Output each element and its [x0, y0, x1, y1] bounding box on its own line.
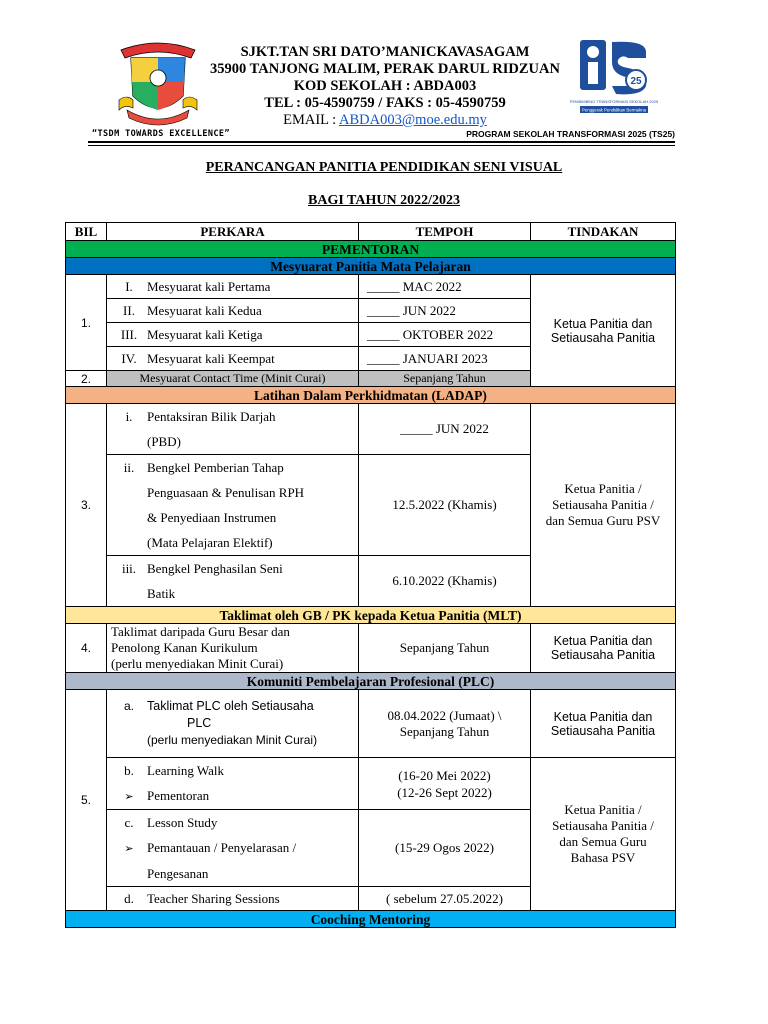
row-bil: 2.	[66, 371, 107, 387]
row-tempoh: Sepanjang Tahun	[359, 371, 531, 387]
ladap-item: iii. Bengkel Penghasilan Seni Batik	[107, 556, 359, 607]
meeting-item: I. Mesyuarat kali Pertama	[107, 275, 359, 299]
meeting-date: _____ OKTOBER 2022	[359, 323, 531, 347]
row-tindakan: Ketua Panitia / Setiausaha Panitia / dan Semua Guru Bahasa PSV	[531, 758, 676, 911]
table-row	[66, 758, 676, 810]
section-row	[66, 673, 676, 690]
meeting-date: _____ JUN 2022	[359, 299, 531, 323]
row-bil: 5.	[66, 690, 107, 911]
table-row	[66, 690, 676, 758]
plc-date: (16-20 Mei 2022) (12-26 Sept 2022)	[359, 758, 531, 810]
meeting-item: IV. Mesyuarat kali Keempat	[107, 347, 359, 371]
row-tindakan: Ketua Panitia / Setiausaha Panitia / dan Semua Guru PSV	[531, 404, 676, 607]
school-phone-fax: TEL : 05-4590759 / FAKS : 05-4590759	[264, 95, 506, 111]
ladap-date: 6.10.2022 (Khamis)	[359, 556, 531, 607]
meeting-date: _____ MAC 2022	[359, 275, 531, 299]
header-divider	[88, 141, 675, 143]
arrow-bullet-icon: ➢	[124, 842, 134, 855]
ladap-date: 12.5.2022 (Khamis)	[359, 455, 531, 556]
col-header-perkara: PERKARA	[107, 223, 359, 241]
plc-item: b. Learning Walk ➢ Pementoran	[107, 758, 359, 810]
row-tempoh: Sepanjang Tahun	[359, 624, 531, 673]
meeting-item: III. Mesyuarat kali Ketiga	[107, 323, 359, 347]
section-row	[66, 607, 676, 624]
ladap-item: i. Pentaksiran Bilik Darjah (PBD)	[107, 404, 359, 455]
plc-item: c. Lesson Study ➢ Pemantauan / Penyelarasan / Pengesanan	[107, 810, 359, 887]
school-code: KOD SEKOLAH : ABDA003	[293, 78, 477, 94]
section-mlt: Taklimat oleh GB / PK kepada Ketua Panitia (MLT)	[66, 607, 676, 624]
meeting-item: II. Mesyuarat kali Kedua	[107, 299, 359, 323]
section-mesyuarat: Mesyuarat Panitia Mata Pelajaran	[66, 258, 676, 275]
row-perkara: Taklimat daripada Guru Besar dan Penolong Kanan Kurikulum (perlu menyediakan Minit Curai)	[107, 624, 359, 673]
email-label: EMAIL :	[283, 112, 337, 128]
ts25-logo-icon	[569, 38, 659, 118]
svg-text:25: 25	[630, 76, 642, 87]
letterhead	[0, 0, 768, 150]
row-tindakan: Ketua Panitia dan Setiausaha Panitia	[531, 275, 676, 387]
document-title: PERANCANGAN PANITIA PENDIDIKAN SENI VISUAL	[205, 160, 563, 175]
plc-date: 08.04.2022 (Jumaat) \ Sepanjang Tahun	[359, 690, 531, 758]
plc-date: (15-29 Ogos 2022)	[359, 810, 531, 887]
plc-date: ( sebelum 27.05.2022)	[359, 887, 531, 911]
table-row	[66, 404, 676, 455]
col-header-bil: BIL	[66, 223, 107, 241]
school-crest-icon	[117, 38, 199, 124]
plc-item: a. Taklimat PLC oleh Setiausaha PLC (perlu menyediakan Minit Curai)	[107, 690, 359, 758]
section-row	[66, 241, 676, 258]
col-header-tindakan: TINDAKAN	[531, 223, 676, 241]
school-name: SJKT.TAN SRI DATO’MANICKAVASAGAM	[240, 44, 530, 60]
row-tindakan: Ketua Panitia dan Setiausaha Panitia	[531, 624, 676, 673]
section-coaching: Cooching Mentoring	[66, 911, 676, 928]
ladap-date: _____ JUN 2022	[359, 404, 531, 455]
meeting-date: _____ JANUARI 2023	[359, 347, 531, 371]
email-link[interactable]: ABDA003@moe.edu.my	[338, 112, 487, 128]
school-address: 35900 TANJONG MALIM, PERAK DARUL RIDZUAN	[210, 61, 560, 77]
ts25-caption: PEMBIMBING TRANSFORMASI SEKOLAH 2025	[569, 99, 659, 104]
document-subtitle: BAGI TAHUN 2022/2023	[308, 193, 460, 208]
arrow-bullet-icon: ➢	[124, 790, 134, 803]
section-pementoran: PEMENTORAN	[66, 241, 676, 258]
header-divider-thin	[88, 145, 675, 146]
table-row	[66, 624, 676, 673]
table-header-row	[66, 223, 676, 241]
school-email-line	[190, 112, 580, 128]
program-label: PROGRAM SEKOLAH TRANSFORMASI 2025 (TS25)	[466, 129, 675, 139]
row-perkara: Mesyuarat Contact Time (Minit Curai)	[107, 371, 359, 387]
table-row	[66, 275, 676, 299]
col-header-tempoh: TEMPOH	[359, 223, 531, 241]
section-row	[66, 258, 676, 275]
section-plc: Komuniti Pembelajaran Profesional (PLC)	[66, 673, 676, 690]
section-ladap: Latihan Dalam Perkhidmatan (LADAP)	[66, 387, 676, 404]
row-bil: 4.	[66, 624, 107, 673]
section-row	[66, 387, 676, 404]
school-motto: “TSDM TOWARDS EXCELLENCE”	[92, 129, 230, 139]
section-row	[66, 911, 676, 928]
ts25-tagline: Penggerak Pendidikan Bermakna	[581, 107, 647, 113]
row-bil: 3.	[66, 404, 107, 607]
row-bil: 1.	[66, 275, 107, 371]
ladap-item: ii. Bengkel Pemberian Tahap Penguasaan & Penulisan RPH & Penyediaan Instrumen (Mata Pelajaran Elektif)	[107, 455, 359, 556]
plc-item: d. Teacher Sharing Sessions	[107, 887, 359, 911]
row-tindakan: Ketua Panitia dan Setiausaha Panitia	[531, 690, 676, 758]
plan-table	[65, 222, 676, 928]
